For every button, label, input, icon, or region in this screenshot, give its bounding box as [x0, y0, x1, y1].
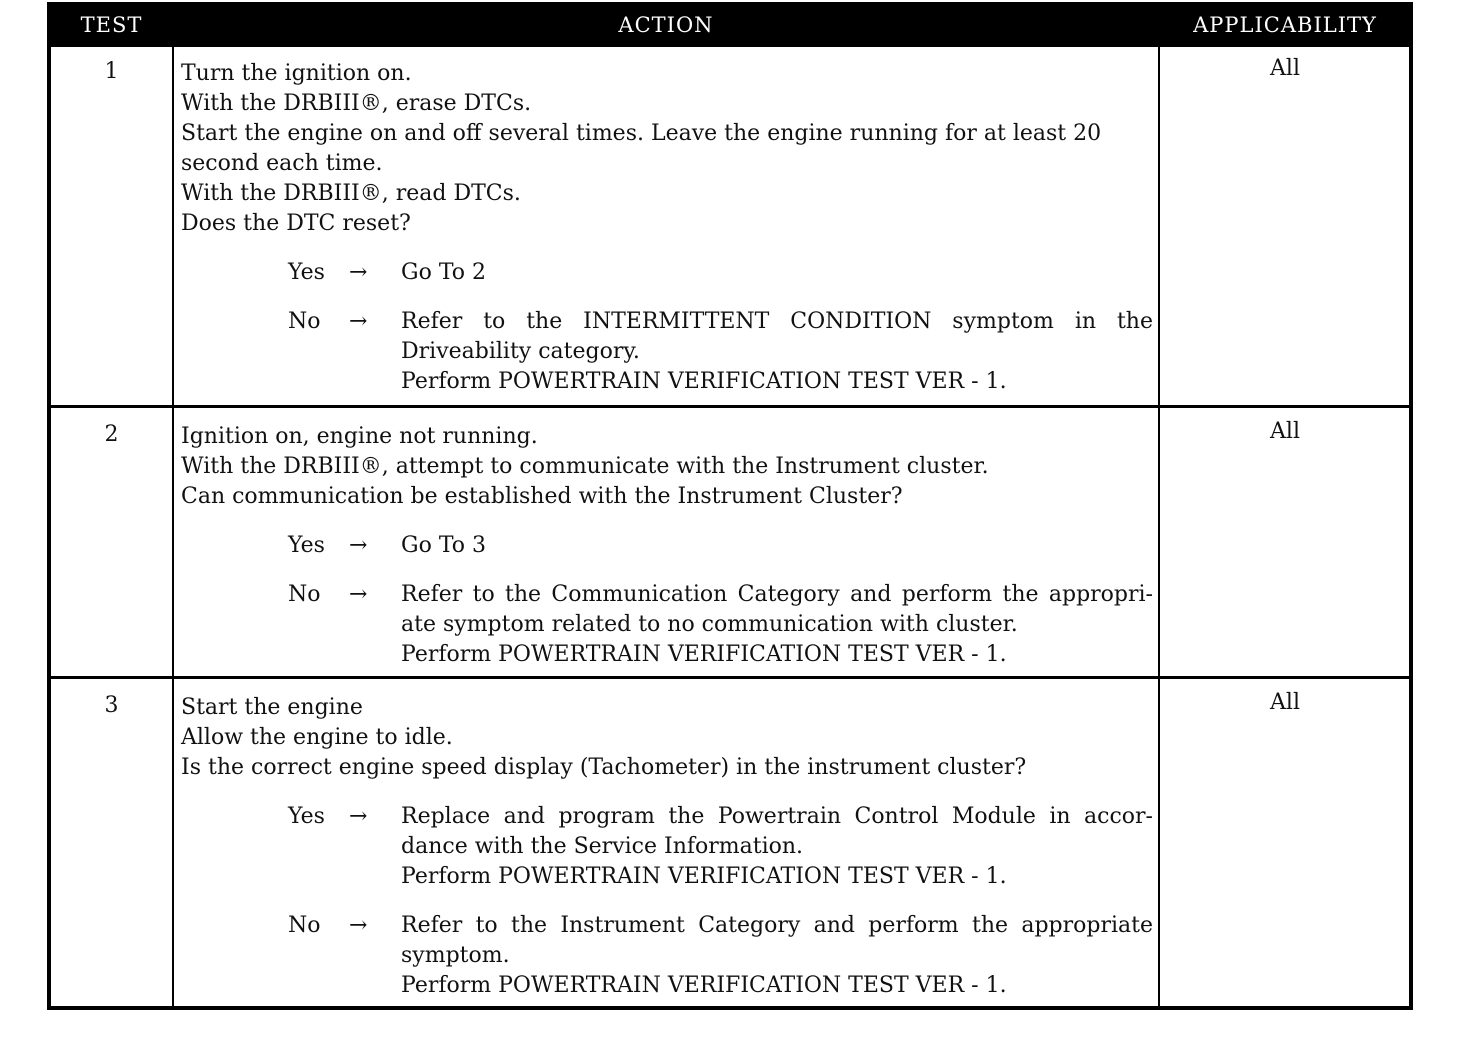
- action-line: Start the engine: [181, 695, 363, 720]
- action-line: Ignition on, engine not running.: [181, 424, 538, 449]
- branch-text: Refer to the INTERMITTENT CONDITION symptom in the: [401, 309, 1153, 334]
- header-test: TEST: [80, 13, 143, 37]
- column-divider: [1158, 47, 1160, 1010]
- action-line: Start the engine on and off several times. Leave the engine running for at least 20: [181, 121, 1102, 146]
- test-number: 2: [104, 422, 119, 447]
- arrow-icon: →: [349, 913, 368, 938]
- arrow-icon: →: [349, 533, 368, 558]
- yes-label: Yes: [288, 260, 325, 285]
- yes-branch: [181, 802, 1153, 892]
- yes-branch: [181, 531, 1153, 561]
- yes-label: Yes: [288, 533, 325, 558]
- diagnostic-test-table: [47, 2, 1413, 1010]
- test-number: 1: [104, 59, 119, 84]
- branch-text: Driveability category.: [401, 339, 640, 364]
- action-line: Allow the engine to idle.: [181, 725, 453, 750]
- row-divider: [51, 405, 1409, 408]
- arrow-icon: →: [349, 309, 368, 334]
- yes-label: Yes: [288, 804, 325, 829]
- header-action: ACTION: [618, 13, 714, 37]
- branch-text: Go To 3: [401, 533, 487, 558]
- branch-text: symptom.: [401, 943, 510, 968]
- arrow-icon: →: [349, 582, 368, 607]
- row-divider: [51, 676, 1409, 679]
- branch-text: Go To 2: [401, 260, 487, 285]
- no-branch: [181, 307, 1153, 397]
- arrow-icon: →: [349, 804, 368, 829]
- branch-text: ate symptom related to no communication with cluster.: [401, 612, 1018, 637]
- branch-text: Refer to the Communication Category and perform the appropri-: [401, 582, 1153, 607]
- action-cell: [181, 59, 1153, 397]
- action-cell: [181, 693, 1153, 1001]
- action-cell: [181, 422, 1153, 670]
- branch-text: Replace and program the Powertrain Control Module in accor-: [401, 804, 1153, 829]
- applicability-value: All: [1270, 56, 1300, 81]
- branch-text: dance with the Service Information.: [401, 834, 804, 859]
- yes-branch: [181, 258, 1153, 288]
- applicability-value: All: [1270, 419, 1300, 444]
- no-label: No: [288, 913, 321, 938]
- branch-text: Perform POWERTRAIN VERIFICATION TEST VER - 1.: [401, 973, 1007, 998]
- action-line: Turn the ignition on.: [181, 61, 412, 86]
- applicability-value: All: [1270, 690, 1300, 715]
- no-label: No: [288, 582, 321, 607]
- action-line: With the DRBIII®, erase DTCs.: [181, 91, 532, 116]
- table-header: [51, 6, 1409, 47]
- branch-text: Perform POWERTRAIN VERIFICATION TEST VER - 1.: [401, 642, 1007, 667]
- branch-text: Perform POWERTRAIN VERIFICATION TEST VER - 1.: [401, 864, 1007, 889]
- no-label: No: [288, 309, 321, 334]
- action-line: Is the correct engine speed display (Tachometer) in the instrument cluster?: [181, 755, 1027, 780]
- action-line: Can communication be established with the Instrument Cluster?: [181, 484, 903, 509]
- column-divider: [172, 47, 174, 1010]
- test-number: 3: [104, 693, 119, 718]
- no-branch: [181, 911, 1153, 1001]
- action-line: second each time.: [181, 151, 383, 176]
- branch-text: Refer to the Instrument Category and perform the appropriate: [401, 913, 1153, 938]
- header-applicability: APPLICABILITY: [1193, 13, 1377, 37]
- branch-text: Perform POWERTRAIN VERIFICATION TEST VER - 1.: [401, 369, 1007, 394]
- action-line: With the DRBIII®, read DTCs.: [181, 181, 521, 206]
- no-branch: [181, 580, 1153, 670]
- action-line: With the DRBIII®, attempt to communicate with the Instrument cluster.: [181, 454, 989, 479]
- action-line: Does the DTC reset?: [181, 211, 411, 236]
- arrow-icon: →: [349, 260, 368, 285]
